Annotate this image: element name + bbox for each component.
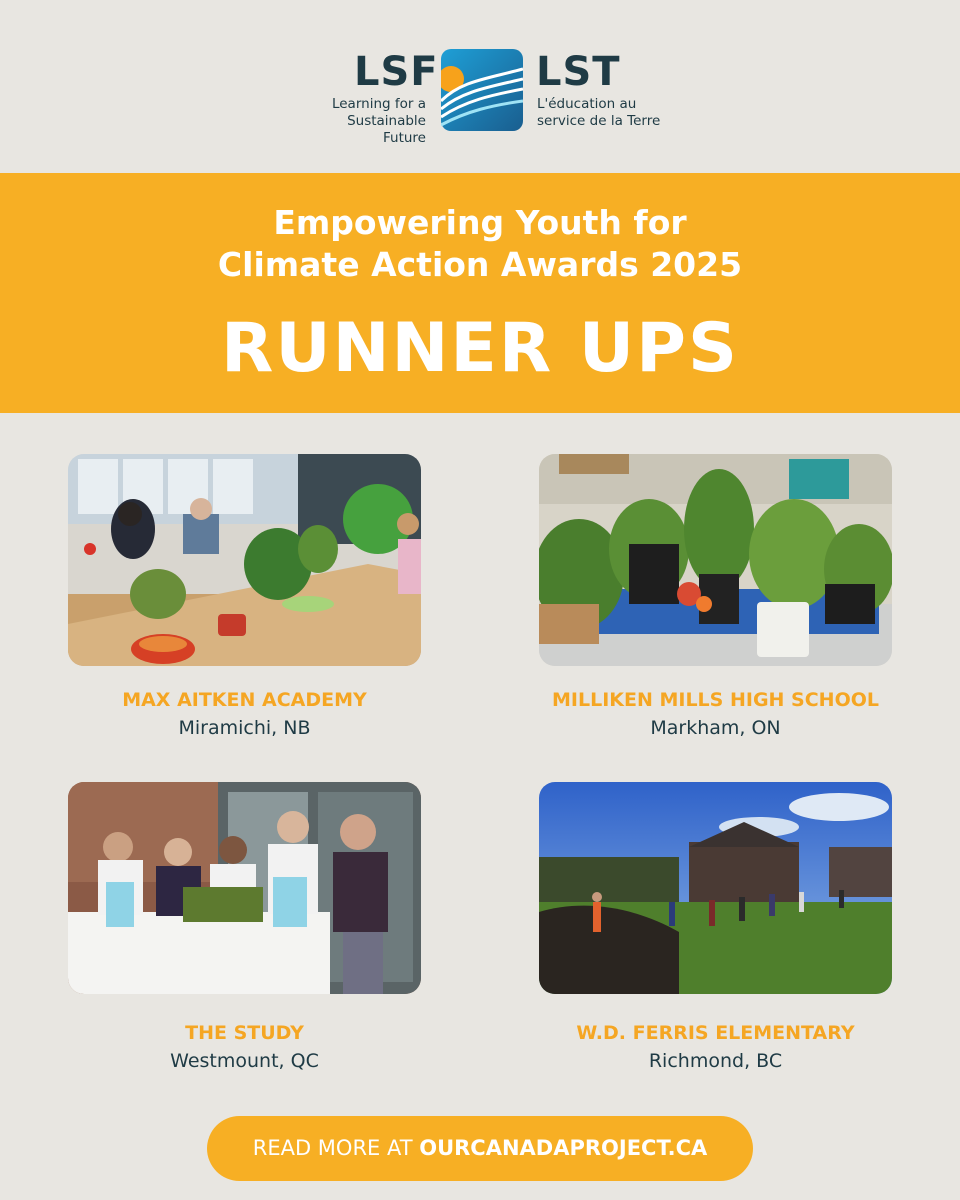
- logo-header: [0, 0, 960, 172]
- school-name: MILLIKEN MILLS HIGH SCHOOL: [552, 689, 879, 711]
- school-location: Markham, ON: [650, 717, 781, 739]
- lst-subtitle-line1: L'éducation au: [537, 96, 637, 112]
- banner-title-line2: Climate Action Awards 2025: [217, 245, 743, 284]
- lst-subtitle-line2: service de la Terre: [537, 113, 661, 129]
- cta-prefix: READ MORE AT: [252, 1136, 420, 1160]
- school-location: Westmount, QC: [170, 1050, 319, 1072]
- cta-link[interactable]: OURCANADAPROJECT.CA: [419, 1136, 708, 1160]
- banner-title-line1: Empowering Youth for: [273, 203, 687, 242]
- read-more-button[interactable]: [207, 1116, 753, 1181]
- lst-subtitle: [537, 96, 677, 130]
- classroom-plants-photo: [68, 454, 421, 666]
- school-name: MAX AITKEN ACADEMY: [122, 689, 367, 711]
- lsf-subtitle-line1: Learning for a: [331, 96, 426, 112]
- lsf-subtitle: [306, 96, 426, 147]
- students-table-photo: [68, 782, 421, 994]
- lsf-subtitle-line2: Sustainable Future: [347, 113, 426, 146]
- title-banner: [0, 173, 960, 413]
- school-name: W.D. FERRIS ELEMENTARY: [576, 1022, 855, 1044]
- school-location: Richmond, BC: [648, 1050, 783, 1072]
- banner-headline: RUNNER UPS: [221, 309, 739, 388]
- lst-acronym: LST: [536, 49, 621, 95]
- school-location: Miramichi, NB: [178, 717, 311, 739]
- sun-waves-logo-icon: [441, 49, 523, 131]
- school-field-photo: [539, 782, 892, 994]
- lsf-acronym: LSF: [354, 49, 439, 95]
- school-name: THE STUDY: [185, 1022, 304, 1044]
- potted-plants-photo: [539, 454, 892, 666]
